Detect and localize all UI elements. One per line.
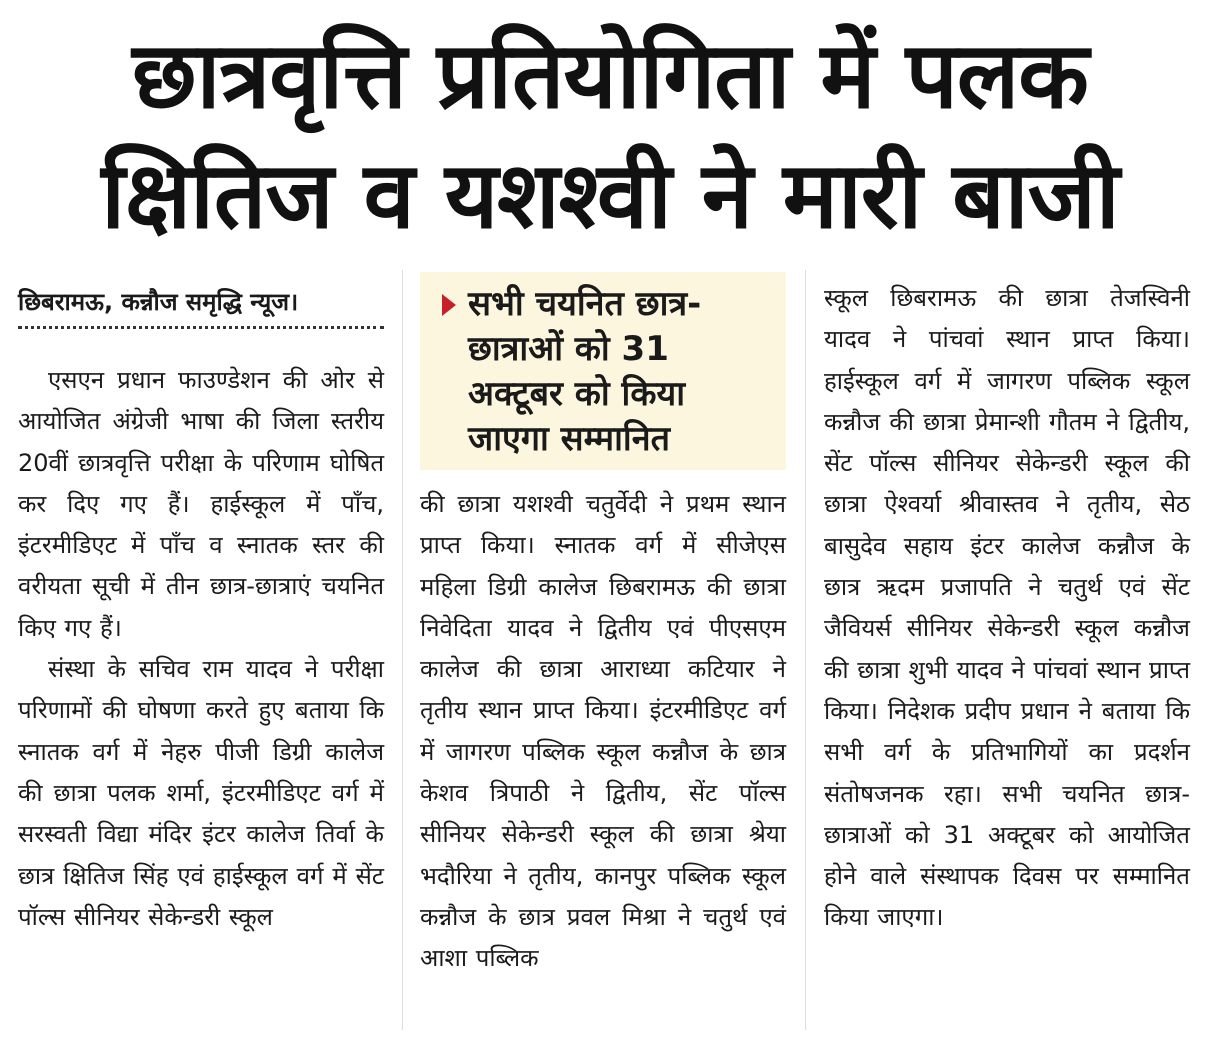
article-paragraph: एसएन प्रधान फाउण्डेशन की ओर से आयोजित अंग्रेजी भाषा की जिला स्तरीय 20वीं छात्रवृत्ति परीक्षा के परिणाम घोषित कर दिए गए हैं। हाईस्कूल में पाँच, इंटरमीडिएट में पाँच व स्नातक स्तर की वरीयता सूची में तीन छात्र-छात्राएं चयनित किए गए हैं। bbox=[18, 366, 384, 642]
column-divider bbox=[805, 270, 806, 1030]
article-column-1 bbox=[18, 360, 384, 938]
article-paragraph: संस्था के सचिव राम यादव ने परीक्षा परिणामों की घोषणा करते हुए बताया कि स्नातक वर्ग में नेहरु पीजी डिग्री कालेज की छात्रा पलक शर्मा, इंटरमीडिएट वर्ग में सरस्वती विद्या मंदिर इंटर कालेज तिर्वा के छात्र क्षितिज सिंह एवं हाईस्कूल वर्ग में सेंट पॉल्स सीनियर सेकेन्डरी स्कूल bbox=[18, 655, 384, 931]
column-divider bbox=[402, 270, 403, 1030]
dateline-divider bbox=[18, 326, 384, 329]
dateline: छिबरामऊ, कन्नौज समृद्धि न्यूज। bbox=[18, 288, 299, 316]
article-column-2 bbox=[420, 484, 786, 980]
red-arrow-icon bbox=[442, 294, 456, 316]
highlight-box bbox=[420, 272, 786, 470]
article-column-3 bbox=[824, 278, 1190, 939]
headline-line-2: क्षितिज व यशश्वी ने मारी बाजी bbox=[101, 142, 1119, 249]
article-paragraph: की छात्रा यशश्वी चतुर्वेदी ने प्रथम स्थान प्राप्त किया। स्नातक वर्ग में सीजेएस महिला डिग्री कालेज छिबरामऊ की छात्रा निवेदिता यादव ने द्वितीय एवं पीएसएम कालेज की छात्रा आराध्या कटियार ने तृतीय स्थान प्राप्त किया। इंटरमीडिएट वर्ग में जागरण पब्लिक स्कूल कन्नौज के छात्र केशव त्रिपाठी ने द्वितीय, सेंट पॉल्स सीनियर सेकेन्डरी स्कूल की छात्रा श्रेया भदौरिया ने तृतीय, कानपुर पब्लिक स्कूल कन्नौज के छात्र प्रवल मिश्रा ने चतुर्थ एवं आशा पब्लिक bbox=[420, 490, 786, 973]
article-paragraph: स्कूल छिबरामऊ की छात्रा तेजस्विनी यादव ने पांचवां स्थान प्राप्त किया। हाईस्कूल वर्ग में जागरण पब्लिक स्कूल कन्नौज की छात्रा प्रेमान्शी गौतम ने द्वितीय, सेंट पॉल्स सीनियर सेकेन्डरी स्कूल की छात्रा ऐश्वर्या श्रीवास्तव ने तृतीय, सेठ बासुदेव सहाय इंटर कालेज कन्नौज के छात्र ऋदम प्रजापति ने चतुर्थ एवं सेंट जैवियर्स सीनियर सेकेन्डरी स्कूल कन्नौज की छात्रा शुभी यादव ने पांचवां स्थान प्राप्त किया। निदेशक प्रदीप प्रधान ने बताया कि सभी वर्ग के प्रतिभागियों का प्रदर्शन संतोषजनक रहा। सभी चयनित छात्र-छात्राओं को 31 अक्टूबर को आयोजित होने वाले संस्थापक दिवस पर सम्मानित किया जाएगा। bbox=[824, 284, 1190, 932]
headline-line-1: छात्रवृत्ति प्रतियोगिता में पलक bbox=[132, 22, 1088, 129]
highlight-text: सभी चयनित छात्र-छात्राओं को 31 अक्टूबर को किया जाएगा सम्मानित bbox=[468, 284, 702, 459]
